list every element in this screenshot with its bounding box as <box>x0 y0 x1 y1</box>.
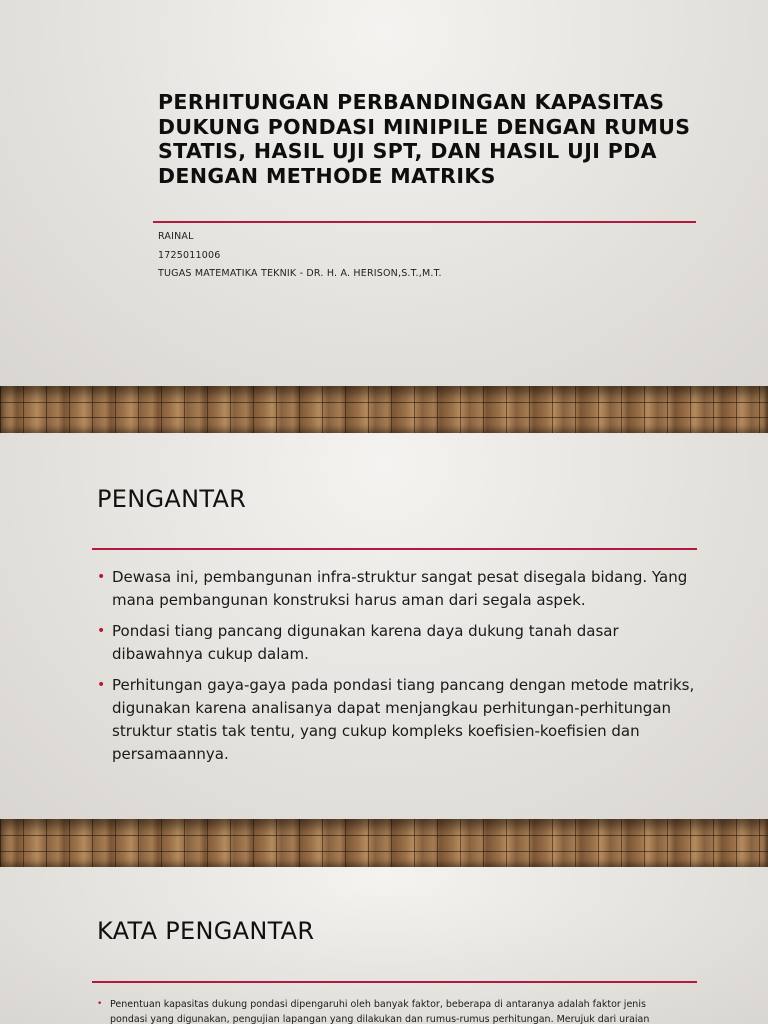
list-item: • Dewasa ini, pembangunan infra-struktur sangat pesat disegala bidang. Yang mana pembangunan konstruksi harus aman dari segala aspek. <box>97 566 697 612</box>
course-info: TUGAS MATEMATIKA TEKNIK - DR. H. A. HERISON,S.T.,M.T. <box>158 268 442 279</box>
list-item: • Perhitungan gaya-gaya pada pondasi tiang pancang dengan metode matriks, digunakan karena analisanya dapat menjangkau perhitungan-perhitungan struktur statis tak tentu, yang cukup kompleks koefisien-koefisien dan persamaannya. <box>97 674 697 766</box>
author-name: RAINAL <box>158 231 194 242</box>
slide-heading: PENGANTAR <box>97 485 247 513</box>
title-divider <box>153 221 696 223</box>
slide-kata-pengantar <box>0 867 768 1024</box>
heading-divider <box>92 548 697 550</box>
bullet-list <box>97 997 672 1024</box>
heading-divider <box>92 981 697 983</box>
list-item: • Penentuan kapasitas dukung pondasi dipengaruhi oleh banyak faktor, beberapa di antaranya adalah faktor jenis pondasi yang digunakan, pengujian lapangan yang dilakukan dan rumus-rumus perhitungan. Merujuk dari uraian <box>97 997 672 1024</box>
slide-title <box>0 0 768 386</box>
list-item: • Pondasi tiang pancang digunakan karena daya dukung tanah dasar dibawahnya cukup dalam. <box>97 620 697 666</box>
presentation-title: PERHITUNGAN PERBANDINGAN KAPASITAS DUKUNG PONDASI MINIPILE DENGAN RUMUS STATIS, HASIL UJI SPT, DAN HASIL UJI PDA DENGAN METHODE MATRIKS <box>158 90 691 188</box>
bullet-list <box>97 566 697 774</box>
slide-heading: KATA PENGANTAR <box>97 917 315 945</box>
student-id: 1725011006 <box>158 250 221 261</box>
wood-floor-divider <box>0 819 768 867</box>
wood-floor-divider <box>0 386 768 433</box>
slide-pengantar <box>0 433 768 819</box>
